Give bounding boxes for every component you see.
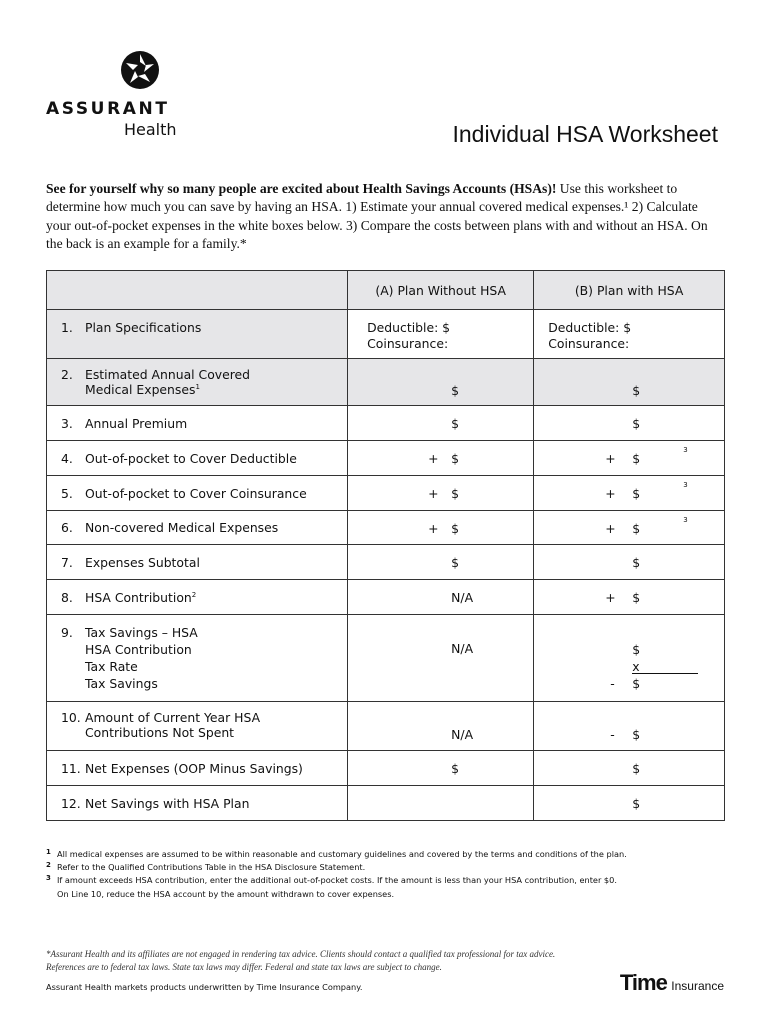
row-9-plan-a: N/A <box>348 615 534 702</box>
row-11-plan-b[interactable]: $ <box>534 751 725 786</box>
intro-paragraph <box>46 180 726 254</box>
footnote-1: 1 All medical expenses are assumed to be within reasonable and customary guidelines and covered by the terms and conditions of the plan. <box>46 848 627 859</box>
row-5-plan-b[interactable]: + $ 3 <box>534 476 725 511</box>
row-9-label: 9. Tax Savings – HSA HSA Contribution Tax Rate Tax Savings <box>47 615 348 702</box>
time-logo-main: Time <box>619 970 667 995</box>
row-6-plan-b[interactable]: + $ 3 <box>534 511 725 545</box>
row-11-label: 11. Net Expenses (OOP Minus Savings) <box>47 751 348 786</box>
page-title: Individual HSA Worksheet <box>452 121 718 147</box>
row-2-plan-a: $ <box>348 359 534 406</box>
row-9-plan-b[interactable]: $ x - $ <box>534 615 725 702</box>
row-7-plan-b[interactable]: $ <box>534 545 725 580</box>
row-12-label: 12. Net Savings with HSA Plan <box>47 786 348 821</box>
time-logo-sub: Insurance <box>671 979 724 993</box>
row-7-label: 7. Expenses Subtotal <box>47 545 348 580</box>
row-4-plan-b[interactable]: + $ 3 <box>534 441 725 476</box>
row-2-plan-b: $ <box>534 359 725 406</box>
footnote-3-cont: On Line 10, reduce the HSA account by the amount withdrawn to cover expenses. <box>57 888 395 899</box>
time-insurance-logo <box>620 970 724 996</box>
tax-rate-underline <box>632 673 698 674</box>
footnote-3: 3 If amount exceeds HSA contribution, enter the additional out-of-pocket costs. If the amount is less than your HSA contribution, enter $0. <box>46 874 617 886</box>
row-4-label: 4. Out-of-pocket to Cover Deductible <box>47 441 348 476</box>
row-4-plan-a[interactable]: + $ <box>348 441 534 476</box>
header-plan-b: (B) Plan with HSA <box>534 271 725 310</box>
logo-sub: Health <box>124 120 177 139</box>
tax-disclaimer: *Assurant Health and its affiliates are not engaged in rendering tax advice. Clients should contact a qualified tax professional for tax advice. References are to federal tax laws. State tax laws may differ. Federal and state tax laws are subject to change. <box>46 949 556 972</box>
row-11-plan-a[interactable]: $ <box>348 751 534 786</box>
header-blank <box>47 271 348 310</box>
intro-rest: Use this worksheet to determine how much you can save by having an HSA. 1) Estimate your annual covered medical expenses.¹ 2) Calculate your out-of-pocket expenses in the white boxes below. 3) Compare the costs between plans with and without an HSA. On the back is an example for a family.* <box>46 181 708 252</box>
row-6-plan-a[interactable]: + $ <box>348 511 534 545</box>
row-1-plan-b[interactable]: Deductible: $ Coinsurance: <box>534 310 725 359</box>
footnotes <box>46 848 736 901</box>
row-3-plan-b[interactable]: $ <box>534 406 725 441</box>
row-2-label: 2. Estimated Annual Covered Medical Expenses$^1$ <box>47 359 348 406</box>
row-10-plan-a: N/A <box>348 702 534 751</box>
intro-bold: See for yourself why so many people are excited about Health Savings Accounts (HSAs)! <box>46 181 557 196</box>
worksheet-table <box>46 270 725 821</box>
row-3-plan-a[interactable]: $ <box>348 406 534 441</box>
row-1-label: 1. Plan Specifications <box>47 310 348 359</box>
row-8-label: 8. HSA Contribution$^2$ <box>47 580 348 615</box>
row-1-plan-a[interactable]: Deductible: $ Coinsurance: <box>348 310 534 359</box>
row-10-plan-b[interactable]: - $ <box>534 702 725 751</box>
row-10-label: 10. Amount of Current Year HSA Contributions Not Spent <box>47 702 348 751</box>
underwriter-note: Assurant Health markets products underwritten by Time Insurance Company. <box>46 982 363 992</box>
row-12-plan-b[interactable]: $ <box>534 786 725 821</box>
row-12-plan-a <box>348 786 534 821</box>
header-plan-a: (A) Plan Without HSA <box>348 271 534 310</box>
row-7-plan-a[interactable]: $ <box>348 545 534 580</box>
assurant-logo <box>46 50 206 145</box>
row-8-plan-a: N/A <box>348 580 534 615</box>
footnote-2: 2 Refer to the Qualified Contributions Table in the HSA Disclosure Statement. <box>46 861 366 873</box>
row-5-plan-a[interactable]: + $ <box>348 476 534 511</box>
assurant-mark-icon <box>120 50 160 90</box>
row-5-label: 5. Out-of-pocket to Cover Coinsurance <box>47 476 348 511</box>
row-3-label: 3. Annual Premium <box>47 406 348 441</box>
logo-brand: ASSURANT <box>46 99 170 119</box>
row-6-label: 6. Non-covered Medical Expenses <box>47 511 348 545</box>
row-8-plan-b[interactable]: + $ <box>534 580 725 615</box>
